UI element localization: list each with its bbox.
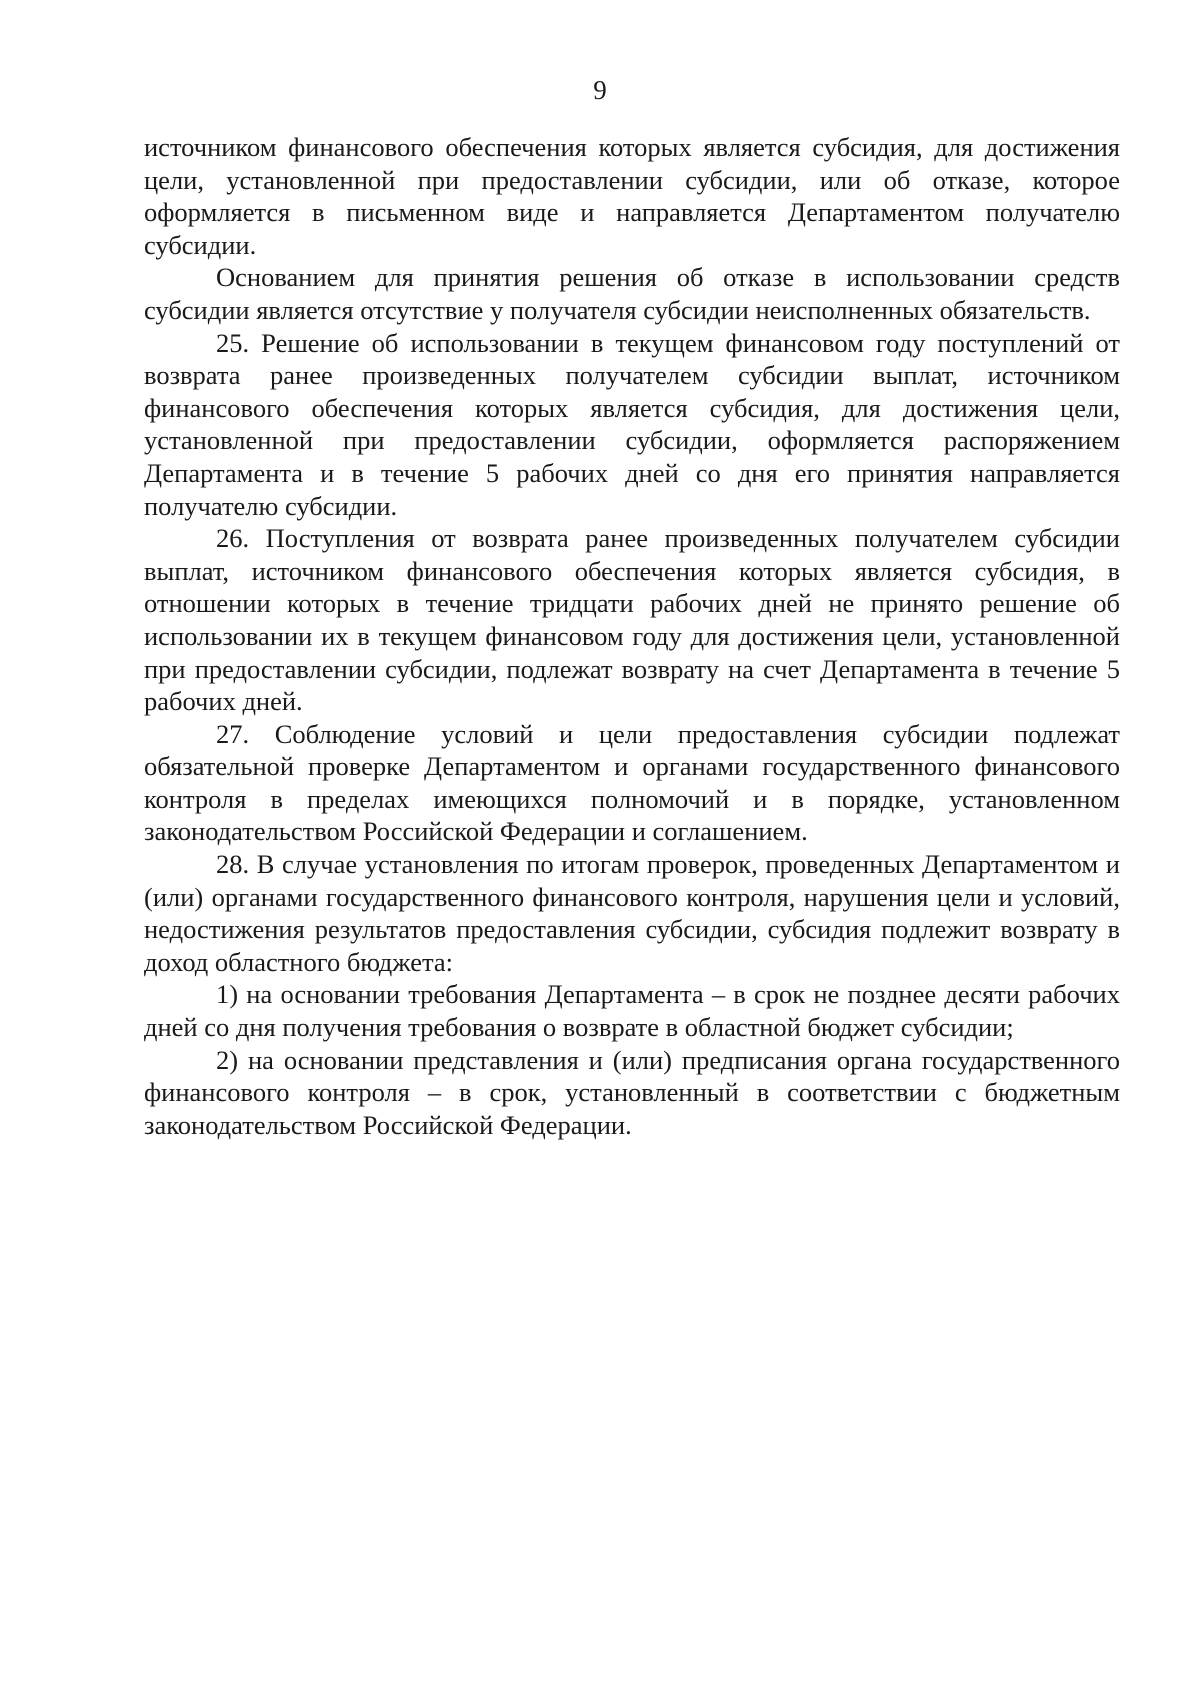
page-number: 9 [593,75,607,105]
paragraph-item-27: 27. Соблюдение условий и цели предоставления субсидии подлежат обязательной проверке Департаментом и органами государственного финансового контроля в пределах имеющихся полномочий и в порядке, установленном законодательством Российской Федерации и соглашением. [144,718,1120,847]
paragraph-subitem-2: 2) на основании представления и (или) предписания органа государственного финансового контроля – в срок, установленный в соответствии с бюджетным законодательством Российской Федерации. [144,1044,1120,1140]
paragraph-item-25: 25. Решение об использовании в текущем финансовом году поступлений от возврата ранее произведенных получателем субсидии выплат, источником финансового обеспечения которых является субсидия, для достижения цели, установленной при предоставлении субсидии, оформляется распоряжением Департамента и в течение 5 рабочих дней со дня его принятия направляется получателю субсидии. [144,327,1120,521]
paragraph-subitem-1: 1) на основании требования Департамента – в срок не позднее десяти рабочих дней со дня получения требования о возврате в областной бюджет субсидии; [144,979,1120,1043]
document-body [144,131,1120,1141]
paragraph-item-28: 28. В случае установления по итогам проверок, проведенных Департаментом и (или) органами государственного финансового контроля, нарушения цели и условий, недостижения результатов предоставления субсидии, субсидия подлежит возврату в доход областного бюджета: [144,849,1120,977]
paragraph-continuation: источником финансового обеспечения которых является субсидия, для достижения цели, установленной при предоставлении субсидии, или об отказе, которое оформляется в письменном виде и направляется Департаментом получателю субсидии. [144,132,1120,260]
paragraph-item-26: 26. Поступления от возврата ранее произведенных получателем субсидии выплат, источником финансового обеспечения которых является субсидия, в отношении которых в течение тридцати рабочих дней не принято решение об использовании их в текущем финансовом году для достижения цели, установленной при предоставлении субсидии, подлежат возврату на счет Департамента в течение 5 рабочих дней. [144,523,1120,717]
paragraph-refusal-basis: Основанием для принятия решения об отказе в использовании средств субсидии является отсутствие у получателя субсидии неисполненных обязательств. [144,262,1120,325]
